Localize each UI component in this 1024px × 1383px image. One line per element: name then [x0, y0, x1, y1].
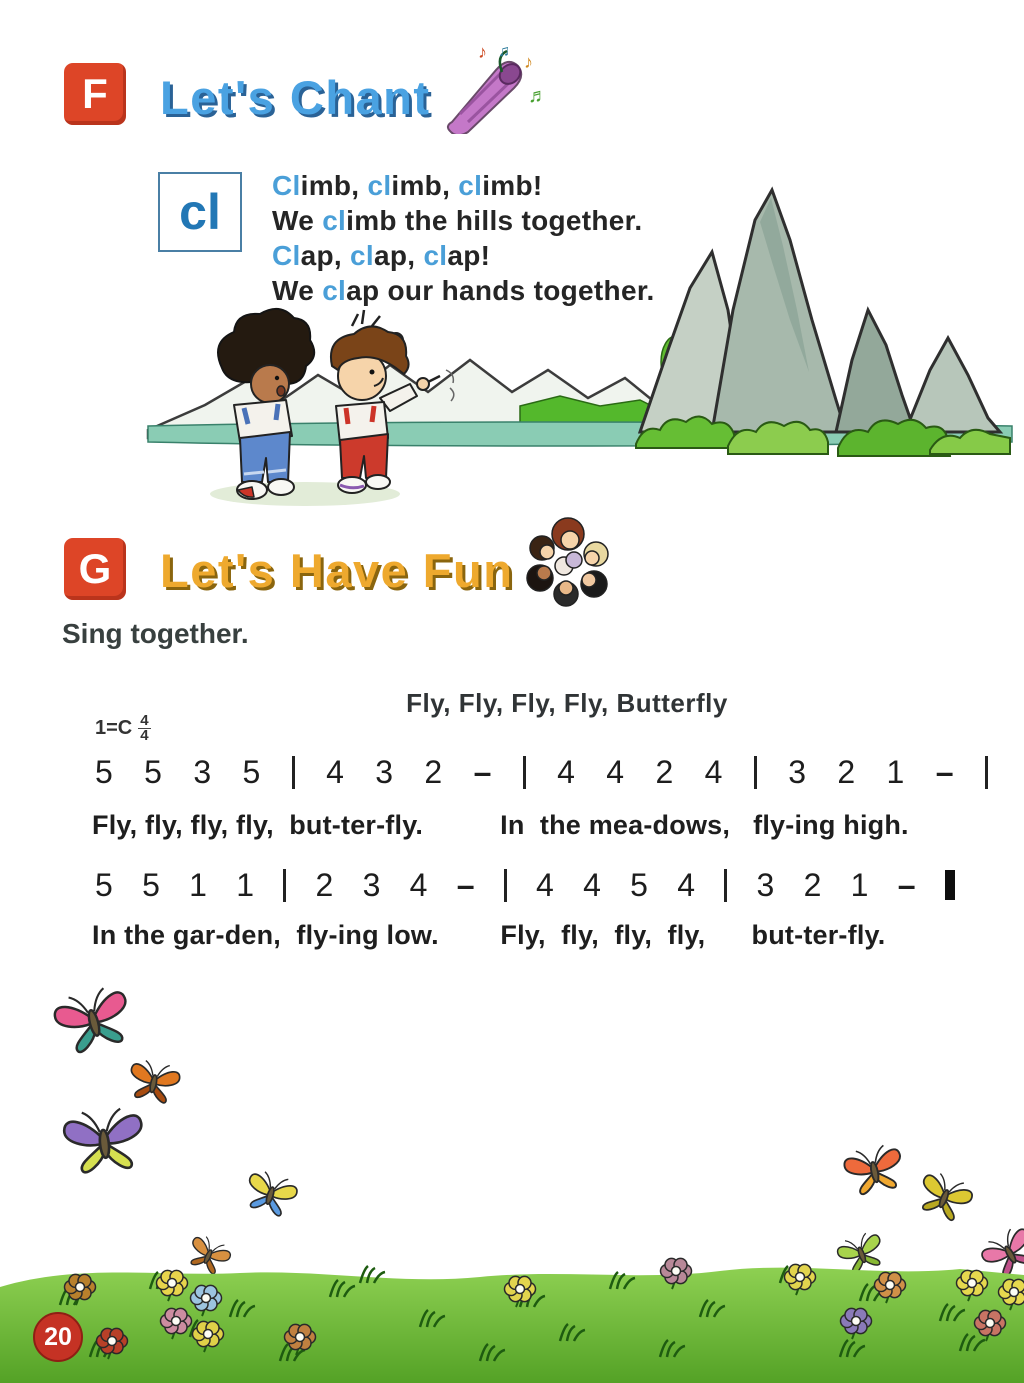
note-number: 4	[536, 866, 554, 903]
note-number: 2	[424, 753, 443, 790]
svg-text:♫: ♫	[498, 43, 510, 60]
lyric-line: Fly, fly, fly, fly, but-ter-fly. In the mea-dows, fly-ing high.	[92, 810, 909, 840]
note-number: 1	[886, 753, 905, 790]
barline	[523, 756, 526, 789]
lyric-line: In the gar-den, fly-ing low. Fly, fly, fly, fly, but-ter-fly.	[92, 920, 886, 950]
note-number: 1	[189, 866, 207, 903]
note-number: 5	[144, 753, 162, 790]
barline	[292, 756, 295, 789]
song-title: Fly, Fly, Fly, Fly, Butterfly	[406, 688, 728, 718]
note-number: 4	[704, 753, 723, 790]
music-line	[95, 753, 988, 791]
page-number-badge: 20	[33, 1312, 83, 1362]
butterfly-icon	[837, 1134, 912, 1204]
held-note-dash: –	[897, 866, 916, 903]
note-number: 4	[677, 866, 696, 903]
note-number: 4	[583, 866, 601, 903]
note-number: 4	[326, 753, 344, 790]
chant-line: Clap, clap, clap!	[272, 240, 491, 271]
svg-text:♪: ♪	[478, 42, 487, 62]
party-horn-icon	[438, 42, 550, 134]
note-number: 3	[788, 753, 806, 790]
note-number: 5	[95, 866, 113, 903]
section-g-badge: G	[64, 538, 126, 600]
chant-line: We climb the hills together.	[272, 205, 643, 236]
chant-line: We clap our hands together.	[272, 275, 655, 306]
key-signature	[95, 714, 151, 742]
section-f-badge: F	[64, 63, 126, 125]
final-barline	[945, 870, 955, 900]
sing-instruction: Sing together.	[62, 618, 249, 649]
children-circle-icon	[518, 514, 620, 612]
barline	[754, 756, 757, 789]
held-note-dash: –	[935, 753, 954, 790]
butterfly-icon	[56, 1096, 152, 1184]
note-number: 2	[837, 753, 856, 790]
svg-text:♬: ♬	[528, 85, 548, 107]
note-number: 5	[142, 866, 160, 903]
barline	[985, 756, 988, 789]
barline	[724, 869, 727, 902]
note-number: 3	[362, 866, 381, 903]
note-number: 1	[236, 866, 254, 903]
key-label: 1=C	[95, 716, 133, 739]
note-number: 5	[630, 866, 648, 903]
butterfly-icon	[121, 1051, 186, 1112]
chant-line: Climb, climb, climb!	[272, 170, 543, 201]
barline	[283, 869, 286, 902]
butterfly-icon	[908, 1161, 981, 1231]
butterfly-icon	[44, 973, 142, 1066]
note-number: 5	[242, 753, 261, 790]
note-number: 5	[95, 753, 113, 790]
note-number: 4	[409, 866, 428, 903]
held-note-dash: –	[473, 753, 492, 790]
note-number: 3	[756, 866, 775, 903]
note-number: 1	[850, 866, 869, 903]
mountains-kids-illustration	[0, 160, 1024, 515]
section-f-title: Let's Chant	[160, 71, 431, 124]
section-g-title: Let's Have Fun	[160, 544, 514, 597]
time-signature: $\frac{4}{4}$	[140, 712, 149, 744]
phonics-cl-box: cl	[158, 172, 242, 252]
note-number: 2	[655, 753, 674, 790]
note-number: 3	[375, 753, 394, 790]
held-note-dash: –	[456, 866, 475, 903]
note-number: 2	[315, 866, 334, 903]
barline	[504, 869, 507, 902]
butterfly-icon	[237, 1161, 306, 1226]
music-line	[95, 866, 955, 904]
grass-meadow	[0, 1245, 1024, 1383]
note-number: 4	[606, 753, 625, 790]
note-number: 2	[803, 866, 822, 903]
note-number: 3	[193, 753, 212, 790]
note-number: 4	[557, 753, 575, 790]
svg-text:♪: ♪	[524, 52, 533, 72]
